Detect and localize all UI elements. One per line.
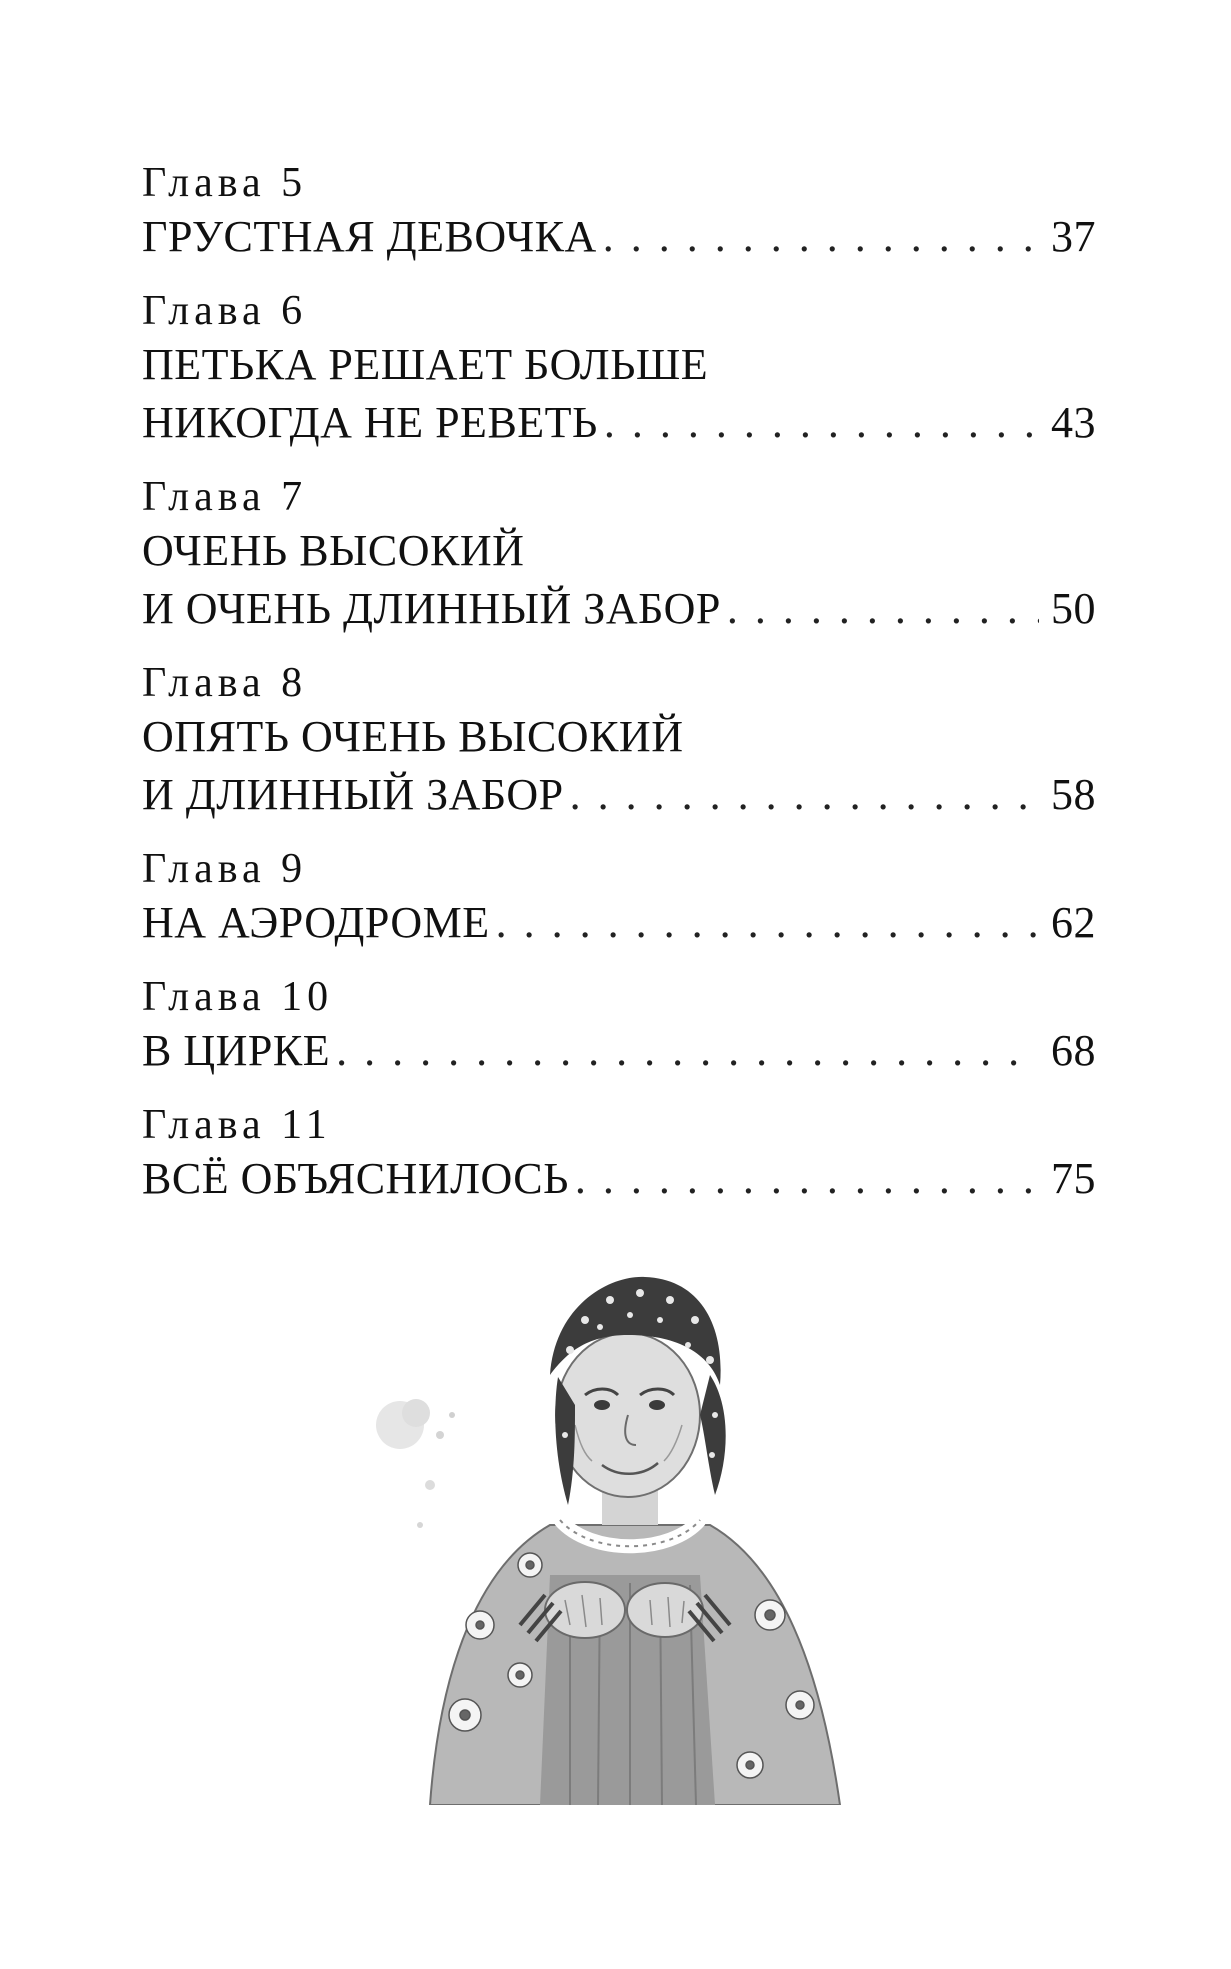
- chapter-number: Глава 8: [142, 660, 308, 706]
- toc-entry-chapter-6[interactable]: [142, 288, 1096, 452]
- leader-dots: [570, 766, 1039, 824]
- leader-dots: [575, 1150, 1039, 1208]
- page-number: 37: [1051, 212, 1096, 261]
- chapter-number: Глава 10: [142, 974, 334, 1020]
- toc-entry-chapter-10[interactable]: [142, 974, 1096, 1080]
- chapter-number: Глава 6: [142, 288, 308, 334]
- watercolor-splash-icon: [376, 1399, 455, 1528]
- leader-dots: [727, 580, 1039, 638]
- chapter-title: НИКОГДА НЕ РЕВЕТЬ: [142, 398, 598, 447]
- chapter-title-line: [142, 580, 1096, 638]
- table-of-contents: [142, 160, 1096, 1230]
- chapter-number: Глава 5: [142, 160, 308, 206]
- chapter-title-line: [142, 394, 1096, 452]
- chapter-number: Глава 9: [142, 846, 308, 892]
- chapter-title-line: [142, 1022, 1096, 1080]
- toc-entry-chapter-5[interactable]: [142, 160, 1096, 266]
- chapter-title-part: ОПЯТЬ ОЧЕНЬ ВЫСОКИЙ: [142, 712, 684, 761]
- page-number: 58: [1051, 770, 1096, 819]
- chapter-title-part: ПЕТЬКА РЕШАЕТ БОЛЬШЕ: [142, 340, 709, 389]
- toc-entry-chapter-7[interactable]: [142, 474, 1096, 638]
- face: [556, 1333, 700, 1497]
- chapter-title: НА АЭРОДРОМЕ: [142, 898, 490, 947]
- chapter-title-part: ОЧЕНЬ ВЫСОКИЙ: [142, 526, 525, 575]
- dress-shape: [430, 1520, 840, 1805]
- toc-entry-chapter-11[interactable]: [142, 1102, 1096, 1208]
- leader-dots: [496, 894, 1039, 952]
- chapter-title: ВСЁ ОБЪЯСНИЛОСЬ: [142, 1154, 569, 1203]
- toc-entry-chapter-9[interactable]: [142, 846, 1096, 952]
- page-number: 68: [1051, 1026, 1096, 1075]
- chapter-title-line: [142, 208, 1096, 266]
- leader-dots: [336, 1022, 1039, 1080]
- grandmother-illustration: [370, 1265, 890, 1805]
- page-number: 50: [1051, 584, 1096, 633]
- page-number: 75: [1051, 1154, 1096, 1203]
- chapter-number: Глава 7: [142, 474, 308, 520]
- chapter-title-line: [142, 766, 1096, 824]
- chapter-title: В ЦИРКЕ: [142, 1026, 331, 1075]
- page-number: 43: [1051, 398, 1096, 447]
- chapter-title-line: [142, 1150, 1096, 1208]
- toc-entry-chapter-8[interactable]: [142, 660, 1096, 824]
- chapter-title: И ОЧЕНЬ ДЛИННЫЙ ЗАБОР: [142, 584, 721, 633]
- leader-dots: [603, 208, 1039, 266]
- chapter-title: И ДЛИННЫЙ ЗАБОР: [142, 770, 564, 819]
- page-number: 62: [1051, 898, 1096, 947]
- leader-dots: [604, 394, 1039, 452]
- chapter-number: Глава 11: [142, 1102, 332, 1148]
- chapter-title: ГРУСТНАЯ ДЕВОЧКА: [142, 212, 597, 261]
- chapter-title-line: [142, 894, 1096, 952]
